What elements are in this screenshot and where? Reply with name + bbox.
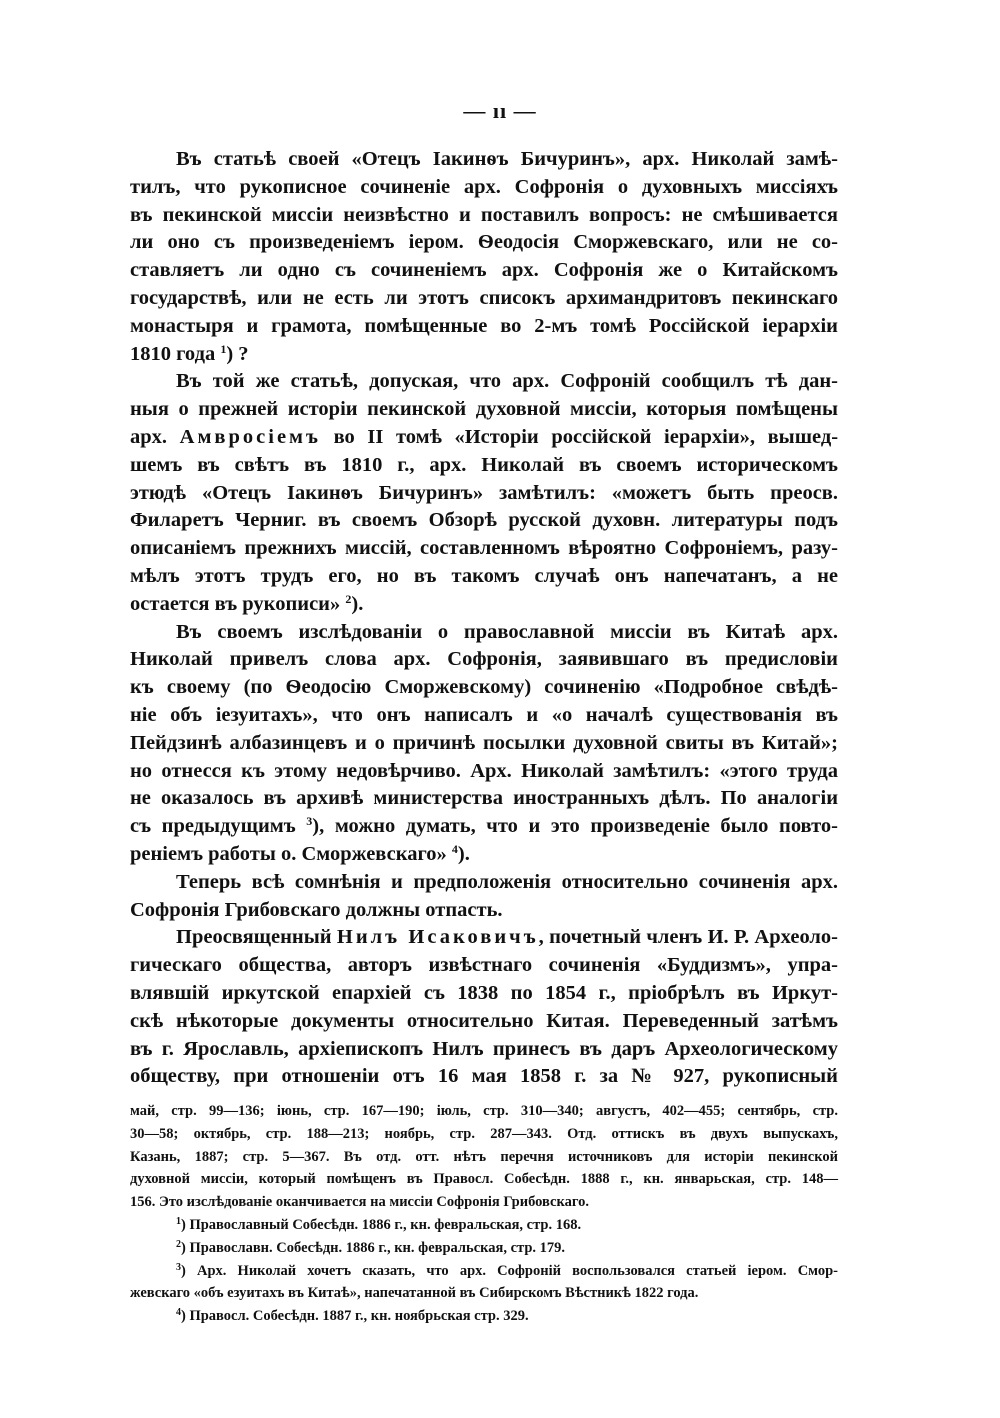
footnote-mark: 1 [176,1215,181,1227]
text-line: ныя о прежней исторіи пекинской духовной миссіи, которыя помѣщены [130,398,838,421]
footnote-ref: 3 [306,814,313,829]
paragraph [130,869,838,925]
text-line: къ своему (по Ѳеодосію Сморжевскому) сочиненію «Подробное свѣдѣ- [130,676,838,699]
text-line: но отнесся къ этому недовѣрчиво. Арх. Николай замѣтилъ: «этого труда [130,759,838,782]
paragraph [130,924,838,1091]
page-number: — ıı — [463,98,537,123]
paragraph [130,368,838,618]
footnote-line: 156. Это изслѣдованіе оканчивается на миссіи Софронія Грибовскаго. [130,1194,589,1211]
footnote [130,1237,838,1260]
text-fragment: съ предыдущимъ [130,815,296,838]
text-line: мѣлъ этотъ трудъ его, но въ такомъ случаѣ онъ напечатанъ, а не [130,564,838,587]
footnote-text: ) Арх. Николай хочетъ сказать, что арх. Софроній воспользовался статьей іером. Смор- [181,1262,838,1279]
spaced-name: Амвросіемъ [179,425,321,448]
footnote-line: духовной миссіи, который помѣщенъ въ Правосл. Собесѣдн. 1888 г., кн. январьская, стр. 148— [130,1171,838,1188]
text-line: въ пекинской миссіи неизвѣстно и поставилъ вопросъ: не смѣшивается [130,203,838,226]
footnote-mark: 3 [176,1261,181,1273]
text-line: гическаго общества, авторъ извѣстнаго сочиненія «Буддизмъ», упра- [130,954,838,977]
text-line: монастыря и грамота, помѣщенные во 2-мъ томѣ Россійской іерархіи [130,314,838,337]
footnote-line: жевскаго «объ езуитахъ въ Китаѣ», напечатанной въ Сибирскомъ Вѣстникѣ 1822 года. [130,1285,699,1302]
text-line [130,813,838,841]
text-line: тилъ, что рукописное сочиненіе арх. Софронія о духовныхъ миссіяхъ [130,175,838,198]
text-line: государствѣ, или не есть ли этотъ списокъ архимандритовъ пекинскаго [130,286,838,309]
footnote [130,1260,838,1283]
footnote-line: 30—58; октябрь, стр. 188—213; ноябрь, стр. 287—343. Отд. оттискъ въ двухъ выпускахъ, [130,1125,838,1142]
text-line: ставляетъ ли одно съ сочиненіемъ арх. Софронія же о Китайскомъ [130,259,838,282]
footnote-mark: 4 [176,1307,181,1319]
paragraph [130,619,838,869]
footnote [130,1214,838,1237]
text-line: Теперь всѣ сомнѣнія и предположенія относительно сочиненія арх. [176,870,838,893]
text-fragment: Преосвященный [176,926,332,949]
footnote-text: ) Православный Собесѣдн. 1886 г., кн. февральская, стр. 168. [181,1216,582,1233]
footnote-ref: 4 [451,841,458,856]
text-line: Филаретъ Черниг. въ своемъ Обзорѣ русской духовн. литературы подъ [130,509,838,532]
text-line [130,424,838,452]
footnote-mark: 2 [176,1238,181,1250]
text-fragment: ). [457,842,470,865]
text-fragment: ), можно думать, что и это произведеніе было повто- [312,815,838,838]
text-line: Въ своемъ изслѣдованіи о православной миссіи въ Китаѣ арх. [176,620,838,643]
text-line: Въ той же статьѣ, допуская, что арх. Софроній сообщилъ тѣ дан- [176,370,838,393]
text-fragment: арх. [130,425,168,448]
text-line: Софронія Грибовскаго должны отпасть. [130,898,503,921]
text-fragment: реніемъ работы о. Сморжевскаго» [130,842,447,865]
text-line: ніе объ іезуитахъ», что онъ написалъ и «о началѣ существованія въ [130,703,838,726]
text-line: этюдѣ «Отецъ Іакинѳъ Бичуринъ» замѣтилъ: «можетъ быть преосв. [130,481,838,504]
text-fragment: ) ? [226,342,249,365]
footnote [130,1305,838,1328]
main-text [130,146,838,1091]
footnote-line: Казань, 1887; стр. 5—367. Въ отд. отт. нѣтъ перечня источниковъ для исторіи пекинской [130,1148,838,1165]
text-line: Въ статьѣ своей «Отецъ Іакинѳъ Бичуринъ», арх. Николай замѣ- [176,148,838,170]
text-line: въ г. Ярославль, архіепископъ Нилъ принесъ въ даръ Археологическому [130,1037,838,1060]
footnotes [130,1100,838,1328]
text-line: ли оно съ произведеніемъ іером. Ѳеодосія Сморжевскаго, или не со- [130,231,838,254]
text-fragment: 1810 года [130,342,216,365]
text-line: не оказалось въ архивѣ министерства иностранныхъ дѣлъ. По аналогіи [130,787,838,810]
text-line [130,341,838,369]
text-fragment: остается въ рукописи» [130,592,341,615]
text-line: скѣ нѣкоторые документы относительно Китая. Переведенный затѣмъ [130,1009,838,1032]
footnote-text: ) Православн. Собесѣдн. 1886 г., кн. февральская, стр. 179. [181,1239,566,1256]
text-line: влявшій иркутской епархіей съ 1838 по 1854 г., пріобрѣлъ въ Иркут- [130,981,838,1004]
text-line [130,841,838,869]
text-fragment: , почетный членъ И. Р. Археоло- [538,926,839,949]
text-line: обществу, при отношеніи отъ 16 мая 1858 г. за № 927, рукописный [130,1065,838,1088]
footnote-line: май, стр. 99—136; іюнь, стр. 167—190; іюль, стр. 310—340; августъ, 402—455; сентябрь, стр. [130,1103,838,1119]
text-line [130,591,838,619]
footnote-ref: 2 [345,591,352,606]
text-line: Пейдзинѣ албазинцевъ и о причинѣ посылки духовной свиты въ Китай»; [130,731,838,754]
text-line: Николай привелъ слова арх. Софронія, заявившаго въ предисловіи [130,648,838,671]
text-fragment: во II томѣ «Исторіи россійской іерархіи», вышед- [333,425,839,448]
text-line [130,924,838,952]
text-fragment: ). [351,592,364,615]
text-line: шемъ въ свѣтъ въ 1810 г., арх. Николай въ своемъ историческомъ [130,453,838,476]
footnote-ref: 1 [220,341,227,356]
text-line: описаніемъ прежнихъ миссій, составленномъ вѣроятно Софроніемъ, разу- [130,537,838,560]
spaced-name: Нилъ Исаковичъ [336,926,539,949]
footnote-text: ) Правосл. Собесѣдн. 1887 г., кн. ноябрьская стр. 329. [181,1308,529,1325]
paragraph [130,146,838,368]
